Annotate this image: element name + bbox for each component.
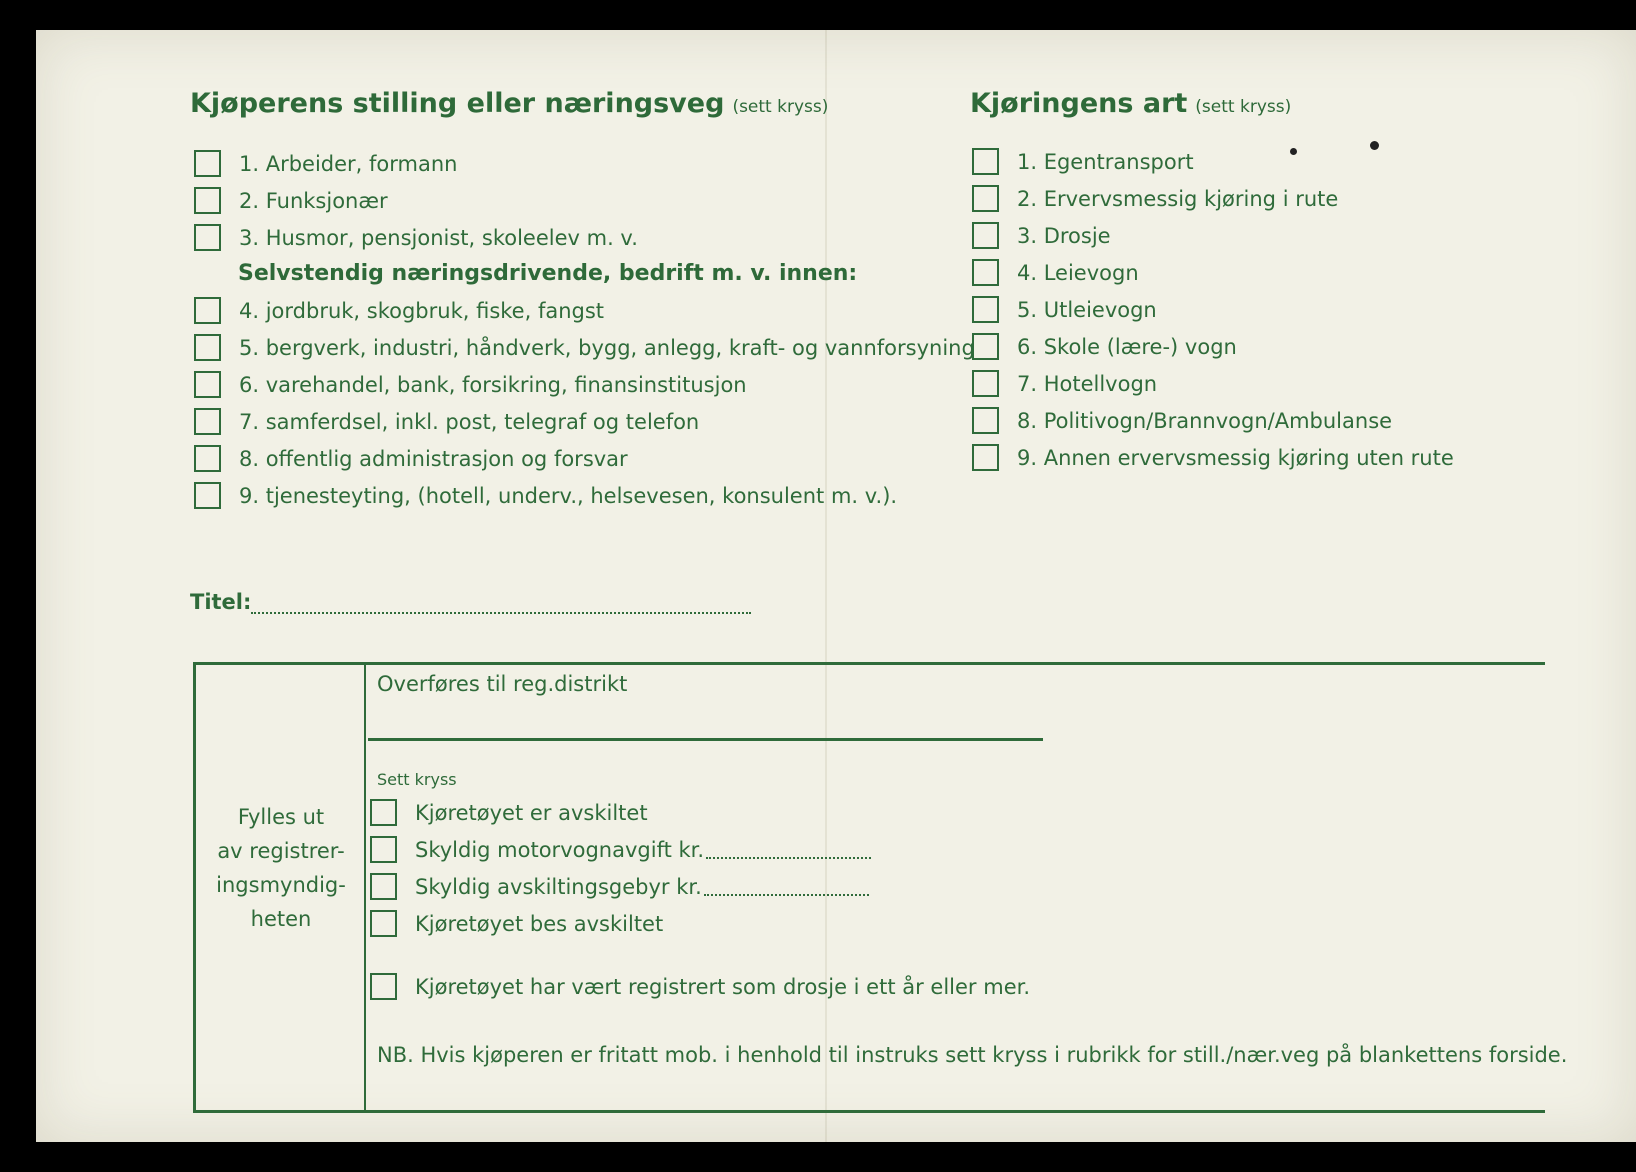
checkbox[interactable]	[972, 259, 999, 286]
checkbox[interactable]	[370, 799, 397, 826]
transfer-label: Overføres til reg.distrikt	[377, 672, 628, 696]
option-label: 3. Drosje	[1017, 223, 1111, 248]
checkbox[interactable]	[972, 185, 999, 212]
sector-option-8[interactable]	[194, 445, 628, 472]
occupation-option-1[interactable]	[194, 150, 457, 177]
heading-text: Kjøperens stilling eller næringsveg	[190, 88, 725, 119]
transfer-district-line[interactable]	[368, 738, 1043, 741]
sector-option-9[interactable]	[194, 482, 897, 509]
option-label: Kjøretøyet bes avskiltet	[415, 911, 664, 936]
option-label: 2. Ervervsmessig kjøring i rute	[1017, 186, 1339, 211]
driving-option-3[interactable]	[972, 222, 1111, 249]
driving-type-heading	[970, 88, 1291, 119]
occupation-option-2[interactable]	[194, 187, 388, 214]
checkbox[interactable]	[972, 222, 999, 249]
nb-note: NB. Hvis kjøperen er fritatt mob. i henhold til instruks sett kryss i rubrikk for still./nær.veg på blankettens forside.	[377, 1043, 1568, 1067]
checkbox[interactable]	[194, 224, 221, 251]
checkbox[interactable]	[972, 148, 999, 175]
ink-stain	[1290, 148, 1297, 155]
checkbox[interactable]	[370, 910, 397, 937]
option-label: 7. samferdsel, inkl. post, telegraf og telefon	[239, 409, 700, 434]
sector-option-6[interactable]	[194, 371, 747, 398]
option-label: 1. Arbeider, formann	[239, 151, 458, 176]
checkbox[interactable]	[972, 407, 999, 434]
heading-note: (sett kryss)	[732, 97, 829, 117]
checkbox[interactable]	[194, 482, 221, 509]
box-top-border	[193, 662, 1545, 665]
buyer-occupation-heading	[190, 88, 828, 119]
check-request-deregistration[interactable]	[370, 910, 663, 937]
occupation-option-3[interactable]	[194, 224, 638, 251]
driving-option-6[interactable]	[972, 333, 1237, 360]
checkbox[interactable]	[972, 296, 999, 323]
option-label: 8. Politivogn/Brannvogn/Ambulanse	[1017, 408, 1393, 433]
title-field[interactable]	[190, 590, 751, 614]
driving-option-1[interactable]	[972, 148, 1194, 175]
option-label: 5. bergverk, industri, håndverk, bygg, anlegg, kraft- og vannforsyning	[239, 335, 975, 360]
option-label: 5. Utleievogn	[1017, 297, 1157, 322]
driving-option-9[interactable]	[972, 444, 1454, 471]
driving-option-7[interactable]	[972, 370, 1157, 397]
option-label: 2. Funksjonær	[239, 188, 388, 213]
registry-side-label	[196, 800, 366, 936]
checkbox[interactable]	[194, 408, 221, 435]
checkbox[interactable]	[972, 444, 999, 471]
checkbox[interactable]	[370, 836, 397, 863]
self-employed-subheading: Selvstendig næringsdrivende, bedrift m. v. innen:	[238, 261, 858, 286]
option-label: Skyldig avskiltingsgebyr kr.	[415, 874, 702, 899]
title-label: Titel:	[190, 590, 252, 614]
sector-option-5[interactable]	[194, 334, 975, 361]
sett-kryss-label: Sett kryss	[377, 770, 457, 789]
driving-option-2[interactable]	[972, 185, 1338, 212]
option-label: Kjøretøyet har vært registrert som drosje i ett år eller mer.	[415, 974, 1030, 999]
sector-option-7[interactable]	[194, 408, 699, 435]
side-label-line: av registrer-	[217, 839, 345, 863]
driving-option-5[interactable]	[972, 296, 1157, 323]
option-label: 4. Leievogn	[1017, 260, 1139, 285]
box-bottom-border	[193, 1110, 1545, 1113]
option-label: 4. jordbruk, skogbruk, fiske, fangst	[239, 298, 605, 323]
side-label-line: Fylles ut	[237, 805, 325, 829]
checkbox[interactable]	[370, 973, 397, 1000]
checkbox[interactable]	[194, 297, 221, 324]
checkbox[interactable]	[194, 187, 221, 214]
check-deregistered[interactable]	[370, 799, 648, 826]
option-label: 6. Skole (lære-) vogn	[1017, 334, 1237, 359]
checkbox[interactable]	[194, 371, 221, 398]
driving-option-8[interactable]	[972, 407, 1392, 434]
side-label-line: heten	[250, 907, 312, 931]
heading-text: Kjøringens art	[970, 88, 1188, 119]
check-registered-as-taxi[interactable]	[370, 973, 1030, 1000]
option-label: Kjøretøyet er avskiltet	[415, 800, 648, 825]
checkbox[interactable]	[370, 873, 397, 900]
driving-option-4[interactable]	[972, 259, 1139, 286]
checkbox[interactable]	[972, 333, 999, 360]
checkbox[interactable]	[194, 445, 221, 472]
title-dotted-line[interactable]	[251, 596, 751, 614]
checkbox[interactable]	[194, 150, 221, 177]
option-label: 7. Hotellvogn	[1017, 371, 1158, 396]
ink-stain	[1370, 141, 1379, 150]
side-label-line: ingsmyndig-	[216, 873, 346, 897]
option-label: 3. Husmor, pensjonist, skoleelev m. v.	[239, 225, 638, 250]
checkbox[interactable]	[194, 334, 221, 361]
option-label: 9. tjenesteyting, (hotell, underv., helsevesen, konsulent m. v.).	[239, 483, 898, 508]
check-deregistration-fee-owed[interactable]	[370, 873, 869, 900]
option-label: 8. offentlig administrasjon og forsvar	[239, 446, 628, 471]
option-label: 6. varehandel, bank, forsikring, finansinstitusjon	[239, 372, 747, 397]
heading-note: (sett kryss)	[1195, 97, 1292, 117]
option-label: 9. Annen ervervsmessig kjøring uten rute	[1017, 445, 1454, 470]
option-label: Skyldig motorvognavgift kr.	[415, 837, 705, 862]
checkbox[interactable]	[972, 370, 999, 397]
check-vehicle-tax-owed[interactable]	[370, 836, 871, 863]
amount-dotted-line[interactable]	[704, 878, 869, 896]
sector-option-4[interactable]	[194, 297, 604, 324]
amount-dotted-line[interactable]	[706, 841, 871, 859]
option-label: 1. Egentransport	[1017, 149, 1194, 174]
